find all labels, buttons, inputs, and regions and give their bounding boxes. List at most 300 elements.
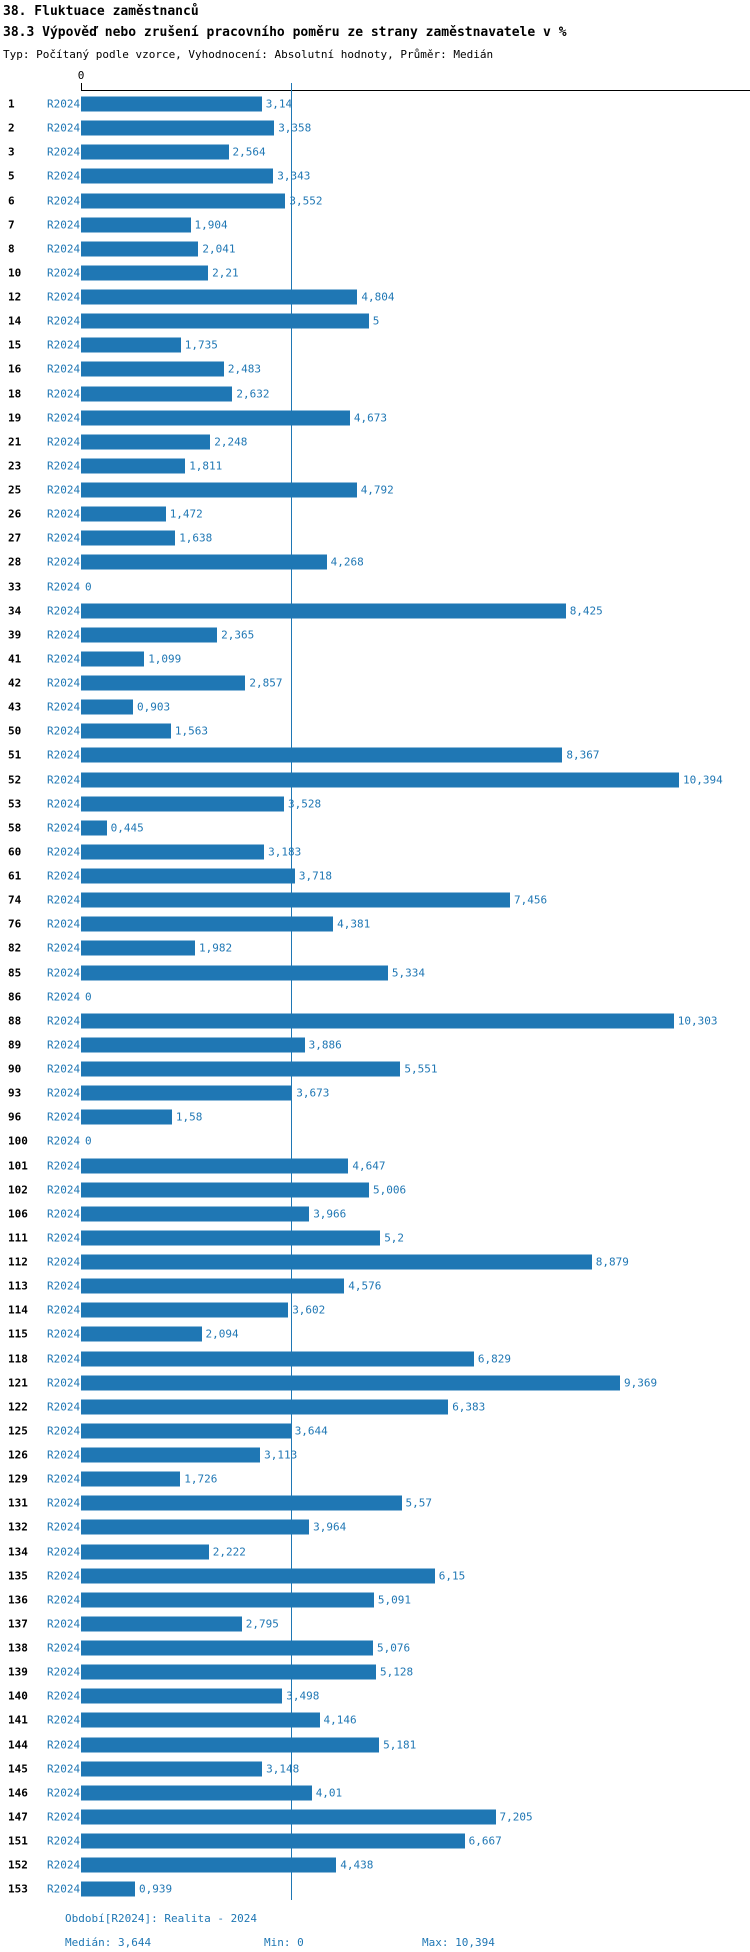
chart-row (0, 382, 750, 406)
row-series-label: R2024 (47, 1882, 81, 1896)
row-series-label: R2024 (47, 845, 81, 859)
row-category-label: 89 (8, 1038, 22, 1052)
chart-row (0, 116, 750, 140)
bar (81, 772, 679, 787)
bar-value-label: 1,563 (174, 724, 209, 738)
bar (81, 1544, 209, 1559)
row-category-label: 132 (8, 1520, 28, 1534)
bar-value-label: 3,358 (278, 121, 312, 135)
row-category-label: 12 (8, 290, 22, 304)
chart-row (0, 1515, 750, 1539)
bar (81, 1882, 135, 1897)
row-category-label: 82 (8, 941, 22, 955)
chart-row (0, 189, 750, 213)
row-series-label: R2024 (47, 483, 81, 497)
chart-row (0, 550, 750, 574)
row-category-label: 153 (8, 1882, 28, 1896)
bar (81, 338, 181, 353)
row-category-label: 131 (8, 1496, 28, 1510)
bar (81, 1279, 344, 1294)
bar (81, 603, 566, 618)
bar-value-label: 2,632 (236, 387, 270, 401)
chart-row (0, 1757, 750, 1781)
row-series-label: R2024 (47, 1545, 81, 1559)
chart-row (0, 719, 750, 743)
row-category-label: 146 (8, 1786, 28, 1800)
bar (81, 1230, 380, 1245)
bar (81, 265, 208, 280)
bar (81, 1448, 260, 1463)
row-series-label: R2024 (47, 1738, 81, 1752)
bar-value-label: 5,2 (384, 1231, 405, 1245)
row-series-label: R2024 (47, 555, 81, 569)
chart-row (0, 1298, 750, 1322)
row-series-label: R2024 (47, 1496, 81, 1510)
row-series-label: R2024 (47, 1086, 81, 1100)
row-category-label: 115 (8, 1327, 28, 1341)
bar (81, 410, 350, 425)
chart-row (0, 1612, 750, 1636)
bar-value-label: 5,57 (405, 1496, 432, 1510)
row-series-label: R2024 (47, 1159, 81, 1173)
row-category-label: 51 (8, 748, 22, 762)
row-series-label: R2024 (47, 1617, 81, 1631)
row-category-label: 144 (8, 1738, 28, 1752)
bar-value-label: 6,829 (477, 1352, 512, 1366)
bar-value-label: 3,966 (313, 1207, 347, 1221)
chart-row (0, 840, 750, 864)
bar (81, 1086, 292, 1101)
page-subtitle: 38.3 Výpověď nebo zrušení pracovního poměru ze strany zaměstnavatele v % (3, 25, 567, 40)
bar-value-label: 8,367 (566, 748, 600, 762)
chart-row (0, 1467, 750, 1491)
row-category-label: 93 (8, 1086, 22, 1100)
chart-row (0, 1033, 750, 1057)
row-category-label: 118 (8, 1352, 28, 1366)
chart-row (0, 1636, 750, 1660)
row-series-label: R2024 (47, 1713, 81, 1727)
chart-row (0, 671, 750, 695)
row-series-label: R2024 (47, 604, 81, 618)
row-series-label: R2024 (47, 1255, 81, 1269)
row-category-label: 121 (8, 1376, 28, 1390)
row-category-label: 114 (8, 1303, 28, 1317)
bar (81, 1255, 592, 1270)
chart-row (0, 1081, 750, 1105)
bar-value-label: 0,939 (139, 1882, 173, 1896)
bar-value-label: 1,099 (148, 652, 182, 666)
x-axis-zero-label: 0 (77, 69, 85, 82)
bar-value-label: 2,222 (212, 1545, 246, 1559)
bar-value-label: 2,041 (202, 242, 236, 256)
bar-value-label: 8,879 (595, 1255, 629, 1269)
chart-row (0, 164, 750, 188)
bar-value-label: 6,667 (468, 1834, 502, 1848)
bar (81, 893, 510, 908)
row-series-label: R2024 (47, 748, 81, 762)
row-series-label: R2024 (47, 1448, 81, 1462)
chart-row (0, 430, 750, 454)
row-category-label: 129 (8, 1472, 28, 1486)
bar (81, 1665, 376, 1680)
bar (81, 1206, 309, 1221)
row-category-label: 33 (8, 580, 22, 594)
bar-value-label: 3,528 (288, 797, 322, 811)
row-category-label: 1 (8, 97, 15, 111)
bar-value-label: 3,602 (292, 1303, 326, 1317)
row-category-label: 43 (8, 700, 22, 714)
row-category-label: 50 (8, 724, 22, 738)
row-series-label: R2024 (47, 1569, 81, 1583)
bar-value-label: 5,551 (404, 1062, 438, 1076)
row-category-label: 23 (8, 459, 22, 473)
row-series-label: R2024 (47, 1207, 81, 1221)
chart-row (0, 1105, 750, 1129)
bar-value-label: 1,904 (194, 218, 228, 232)
bar-value-label: 4,576 (348, 1279, 382, 1293)
chart-row (0, 1443, 750, 1467)
row-category-label: 61 (8, 869, 22, 883)
bar (81, 241, 198, 256)
row-category-label: 42 (8, 676, 22, 690)
footer-min-label: Min: 0 (264, 1936, 304, 1949)
row-series-label: R2024 (47, 1014, 81, 1028)
bar (81, 169, 273, 184)
bar (81, 941, 195, 956)
bar-value-label: 4,647 (352, 1159, 386, 1173)
row-series-label: R2024 (47, 676, 81, 690)
row-category-label: 25 (8, 483, 22, 497)
bar (81, 1327, 202, 1342)
page-title: 38. Fluktuace zaměstnanců (3, 4, 199, 19)
chart-row (0, 526, 750, 550)
row-series-label: R2024 (47, 917, 81, 931)
chart-row (0, 695, 750, 719)
row-series-label: R2024 (47, 1279, 81, 1293)
bar-value-label: 6,15 (438, 1569, 466, 1583)
chart-row (0, 936, 750, 960)
row-category-label: 88 (8, 1014, 22, 1028)
chart-row (0, 502, 750, 526)
row-series-label: R2024 (47, 1593, 81, 1607)
row-category-label: 138 (8, 1641, 28, 1655)
row-category-label: 136 (8, 1593, 28, 1607)
bar (81, 796, 284, 811)
row-series-label: R2024 (47, 700, 81, 714)
chart-row (0, 1684, 750, 1708)
chart-row (0, 357, 750, 381)
bar (81, 627, 217, 642)
bar-value-label: 1,472 (169, 507, 203, 521)
row-category-label: 10 (8, 266, 22, 280)
row-series-label: R2024 (47, 290, 81, 304)
bar-value-label: 3,183 (268, 845, 302, 859)
row-category-label: 101 (8, 1159, 28, 1173)
bar (81, 1834, 465, 1849)
bar-value-label: 3,552 (289, 194, 323, 208)
row-category-label: 145 (8, 1762, 28, 1776)
row-category-label: 140 (8, 1689, 28, 1703)
chart-row (0, 1057, 750, 1081)
row-series-label: R2024 (47, 797, 81, 811)
bar-value-label: 3,718 (298, 869, 333, 883)
row-category-label: 7 (8, 218, 15, 232)
row-series-label: R2024 (47, 652, 81, 666)
bar (81, 724, 171, 739)
row-category-label: 14 (8, 314, 22, 328)
chart-row (0, 623, 750, 647)
bar-value-label: 3,113 (264, 1448, 298, 1462)
bar-rows-container (0, 92, 750, 1901)
row-series-label: R2024 (47, 1641, 81, 1655)
bar-value-label: 9,369 (624, 1376, 658, 1390)
chart-row (0, 333, 750, 357)
row-category-label: 111 (8, 1231, 28, 1245)
bar (81, 700, 133, 715)
bar (81, 1013, 674, 1028)
row-category-label: 19 (8, 411, 22, 425)
bar-value-label: 4,438 (340, 1858, 374, 1872)
row-category-label: 76 (8, 917, 22, 931)
bar-value-label: 2,21 (212, 266, 239, 280)
row-series-label: R2024 (47, 362, 81, 376)
row-category-label: 113 (8, 1279, 28, 1293)
bar-value-label: 3,964 (313, 1520, 347, 1534)
chart-row (0, 1588, 750, 1612)
row-series-label: R2024 (47, 1352, 81, 1366)
chart-row (0, 792, 750, 816)
row-category-label: 2 (8, 121, 15, 135)
bar (81, 531, 175, 546)
bar-value-label: 3,148 (266, 1762, 300, 1776)
row-series-label: R2024 (47, 145, 81, 159)
row-category-label: 125 (8, 1424, 28, 1438)
row-category-label: 90 (8, 1062, 22, 1076)
bar-value-label: 5 (372, 314, 380, 328)
bar (81, 869, 295, 884)
bar (81, 217, 191, 232)
bar-value-label: 8,425 (569, 604, 603, 618)
chart-row (0, 237, 750, 261)
row-series-label: R2024 (47, 218, 81, 232)
bar (81, 1785, 312, 1800)
row-series-label: R2024 (47, 966, 81, 980)
row-category-label: 8 (8, 242, 15, 256)
bar-value-label: 4,673 (353, 411, 388, 425)
bar (81, 1761, 262, 1776)
chart-row (0, 261, 750, 285)
bar (81, 844, 264, 859)
chart-row (0, 1853, 750, 1877)
chart-meta-line: Typ: Počítaný podle vzorce, Vyhodnocení: Absolutní hodnoty, Průměr: Medián (3, 48, 494, 61)
chart-row (0, 1226, 750, 1250)
bar-value-label: 3,14 (265, 97, 293, 111)
chart-row (0, 1250, 750, 1274)
row-category-label: 60 (8, 845, 22, 859)
row-series-label: R2024 (47, 1400, 81, 1414)
row-series-label: R2024 (47, 1858, 81, 1872)
bar-value-label: 4,268 (330, 555, 364, 569)
row-series-label: R2024 (47, 1665, 81, 1679)
chart-row (0, 1708, 750, 1732)
bar (81, 1303, 288, 1318)
bar (81, 1641, 373, 1656)
bar-value-label: 0 (85, 580, 92, 594)
bar (81, 1158, 348, 1173)
chart-row (0, 1202, 750, 1226)
bar-value-label: 5,334 (391, 966, 426, 980)
bar-value-label: 2,094 (205, 1327, 239, 1341)
row-category-label: 141 (8, 1713, 28, 1727)
row-category-label: 126 (8, 1448, 28, 1462)
row-category-label: 152 (8, 1858, 28, 1872)
chart-row (0, 888, 750, 912)
bar-value-label: 1,638 (179, 531, 213, 545)
row-series-label: R2024 (47, 242, 81, 256)
bar (81, 1182, 369, 1197)
bar (81, 1496, 402, 1511)
row-series-label: R2024 (47, 338, 81, 352)
bar-value-label: 3,673 (296, 1086, 330, 1100)
bar (81, 676, 245, 691)
row-series-label: R2024 (47, 580, 81, 594)
chart-row (0, 768, 750, 792)
bar-value-label: 4,146 (323, 1713, 357, 1727)
chart-row (0, 309, 750, 333)
bar-value-label: 7,456 (514, 893, 548, 907)
chart-row (0, 1009, 750, 1033)
row-category-label: 5 (8, 169, 15, 183)
chart-row (0, 961, 750, 985)
row-category-label: 137 (8, 1617, 28, 1631)
bar-value-label: 0,445 (110, 821, 144, 835)
chart-row (0, 1540, 750, 1564)
row-category-label: 147 (8, 1810, 28, 1824)
chart-row (0, 140, 750, 164)
row-category-label: 102 (8, 1183, 28, 1197)
chart-row (0, 575, 750, 599)
bar-value-label: 3,644 (294, 1424, 328, 1438)
bar (81, 1110, 172, 1125)
bar-value-label: 1,58 (175, 1110, 203, 1124)
row-category-label: 139 (8, 1665, 28, 1679)
row-category-label: 58 (8, 821, 22, 835)
bar (81, 362, 224, 377)
bar-value-label: 4,01 (315, 1786, 343, 1800)
bar (81, 1592, 374, 1607)
bar (81, 1062, 400, 1077)
bar-value-label: 2,795 (245, 1617, 279, 1631)
bar-value-label: 6,383 (452, 1400, 486, 1414)
bar (81, 386, 232, 401)
chart-row (0, 816, 750, 840)
bar (81, 1568, 435, 1583)
row-series-label: R2024 (47, 194, 81, 208)
x-axis-line (81, 90, 750, 91)
footer-period-label: Období[R2024]: Realita - 2024 (65, 1912, 258, 1925)
bar-value-label: 2,248 (214, 435, 248, 449)
chart-row (0, 1371, 750, 1395)
row-category-label: 135 (8, 1569, 28, 1583)
footer-median-label: Medián: 3,644 (65, 1936, 152, 1949)
bar-value-label: 1,726 (184, 1472, 218, 1486)
bar-value-label: 1,735 (184, 338, 218, 352)
row-series-label: R2024 (47, 314, 81, 328)
bar-value-label: 5,181 (383, 1738, 417, 1752)
bar (81, 1375, 620, 1390)
bar-value-label: 1,982 (199, 941, 233, 955)
chart-row (0, 1805, 750, 1829)
bar (81, 820, 107, 835)
bar (81, 1713, 320, 1728)
chart-row (0, 1491, 750, 1515)
bar (81, 965, 388, 980)
bar (81, 1689, 282, 1704)
chart-row (0, 985, 750, 1009)
chart-row (0, 864, 750, 888)
row-series-label: R2024 (47, 1062, 81, 1076)
row-series-label: R2024 (47, 459, 81, 473)
chart-row (0, 1178, 750, 1202)
row-category-label: 28 (8, 555, 22, 569)
chart-row (0, 1322, 750, 1346)
bar-value-label: 4,381 (337, 917, 371, 931)
bar-value-label: 3,343 (277, 169, 311, 183)
bar-value-label: 5,006 (373, 1183, 407, 1197)
chart-row (0, 599, 750, 623)
bar (81, 1423, 291, 1438)
row-series-label: R2024 (47, 821, 81, 835)
row-series-label: R2024 (47, 724, 81, 738)
row-category-label: 134 (8, 1545, 28, 1559)
row-series-label: R2024 (47, 1424, 81, 1438)
row-series-label: R2024 (47, 387, 81, 401)
row-category-label: 18 (8, 387, 22, 401)
bar-value-label: 0 (85, 990, 92, 1004)
row-category-label: 27 (8, 531, 22, 545)
bar (81, 290, 357, 305)
row-series-label: R2024 (47, 121, 81, 135)
row-series-label: R2024 (47, 266, 81, 280)
bar (81, 507, 166, 522)
bar-value-label: 1,811 (189, 459, 223, 473)
bar-value-label: 5,076 (377, 1641, 411, 1655)
bar-value-label: 5,091 (377, 1593, 412, 1607)
row-category-label: 15 (8, 338, 22, 352)
chart-row (0, 647, 750, 671)
bar (81, 314, 369, 329)
row-category-label: 112 (8, 1255, 28, 1269)
row-category-label: 100 (8, 1134, 28, 1148)
bar (81, 1858, 336, 1873)
footer-max-label: Max: 10,394 (422, 1936, 495, 1949)
bar-value-label: 5,128 (380, 1665, 414, 1679)
bar (81, 1737, 379, 1752)
bar-value-label: 7,205 (499, 1810, 533, 1824)
bar (81, 145, 229, 160)
row-series-label: R2024 (47, 97, 81, 111)
chart-row (0, 454, 750, 478)
row-category-label: 41 (8, 652, 22, 666)
row-category-label: 3 (8, 145, 15, 159)
row-category-label: 151 (8, 1834, 28, 1848)
chart-row (0, 743, 750, 767)
row-series-label: R2024 (47, 893, 81, 907)
row-category-label: 39 (8, 628, 22, 642)
bar (81, 434, 210, 449)
bar-value-label: 2,365 (221, 628, 255, 642)
bar (81, 555, 327, 570)
